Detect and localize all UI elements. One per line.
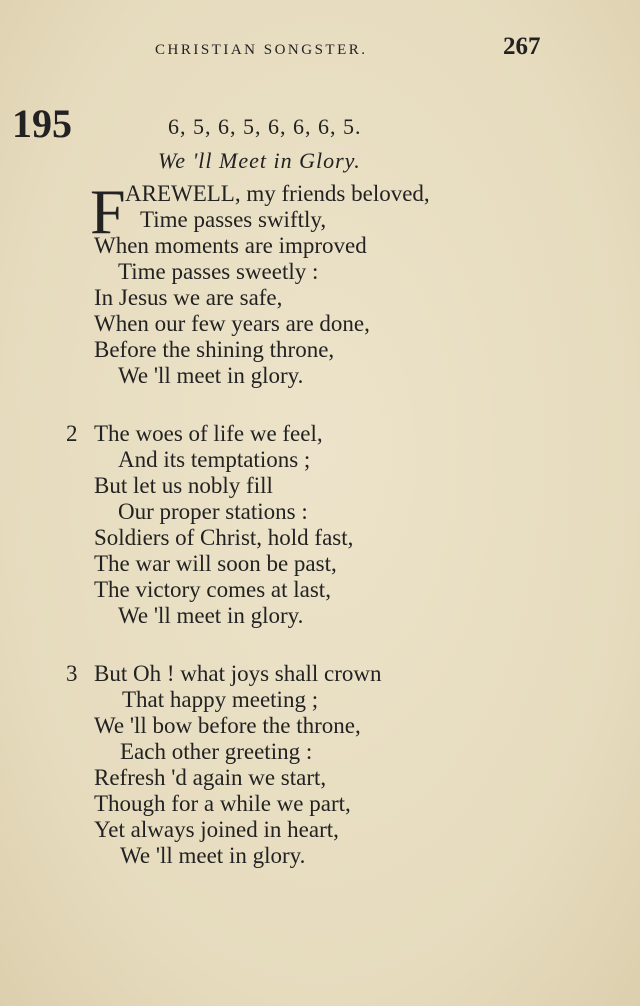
- stanza-2-line-2: And its temptations ;: [118, 447, 311, 472]
- stanza-1-line-7: Before the shining throne,: [94, 337, 335, 362]
- page-number: 267: [503, 33, 541, 60]
- stanza-1-line-8: We 'll meet in glory.: [118, 363, 304, 388]
- hymn-meter: 6, 5, 6, 5, 6, 6, 6, 5.: [168, 114, 362, 139]
- stanza-1-line-4: Time passes sweetly :: [118, 259, 319, 284]
- stanza-1-line-5: In Jesus we are safe,: [94, 285, 283, 310]
- stanza-2-line-8: We 'll meet in glory.: [118, 603, 304, 628]
- stanza-1-line-1: AREWELL, my friends beloved,: [125, 181, 430, 206]
- stanza-3-number: 3: [66, 661, 78, 686]
- stanza-3-line-8: We 'll meet in glory.: [120, 843, 306, 868]
- drop-cap: F: [90, 176, 126, 247]
- stanza-2-line-1: The woes of life we feel,: [94, 421, 323, 446]
- stanza-3-line-7: Yet always joined in heart,: [94, 817, 339, 842]
- stanza-2-line-3: But let us nobly fill: [94, 473, 273, 498]
- stanza-2-line-4: Our proper stations :: [118, 499, 308, 524]
- hymn-title: We 'll Meet in Glory.: [158, 148, 361, 173]
- hymn-number: 195: [12, 101, 72, 146]
- stanza-1-line-6: When our few years are done,: [94, 311, 370, 336]
- stanza-2-line-5: Soldiers of Christ, hold fast,: [94, 525, 354, 550]
- stanza-2-number: 2: [66, 421, 78, 446]
- stanza-3-line-4: Each other greeting :: [120, 739, 313, 764]
- stanza-3-line-3: We 'll bow before the throne,: [94, 713, 361, 738]
- stanza-3-line-5: Refresh 'd again we start,: [94, 765, 327, 790]
- stanza-3-line-1: But Oh ! what joys shall crown: [94, 661, 382, 686]
- stanza-2-line-7: The victory comes at last,: [94, 577, 331, 602]
- stanza-3-line-2: That happy meeting ;: [122, 687, 319, 712]
- stanza-3-line-6: Though for a while we part,: [94, 791, 351, 816]
- running-head: CHRISTIAN SONGSTER.: [155, 42, 368, 58]
- stanza-1-line-3: When moments are improved: [94, 233, 367, 258]
- stanza-1-line-2: Time passes swiftly,: [140, 207, 327, 232]
- stanza-2-line-6: The war will soon be past,: [94, 551, 337, 576]
